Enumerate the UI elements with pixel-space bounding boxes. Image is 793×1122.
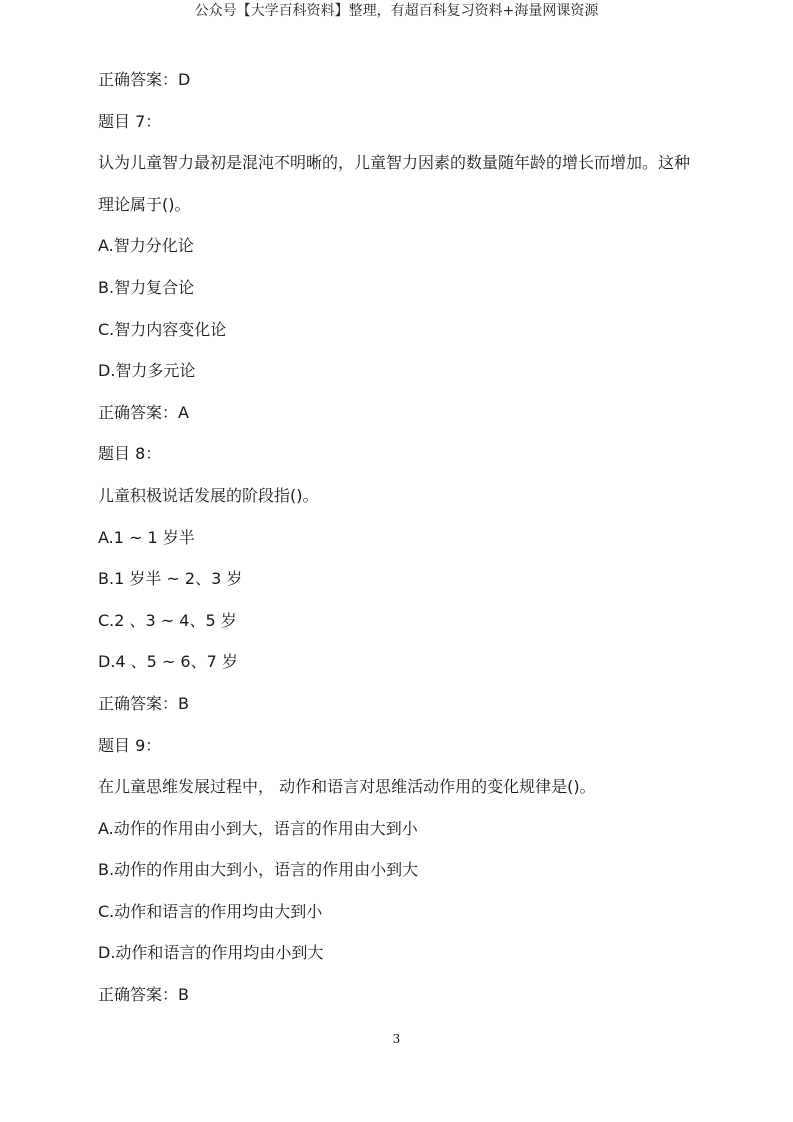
question-text: 在儿童思维发展过程中， 动作和语言对思维活动作用的变化规律是()。 (98, 777, 596, 797)
option-b: B.动作的作用由大到小，语言的作用由小到大 (98, 860, 419, 880)
question-text: 认为儿童智力最初是混沌不明晰的，儿童智力因素的数量随年龄的增长而增加。这种 (98, 153, 691, 173)
question-heading: 题目 9： (98, 735, 162, 755)
option-b: B.智力复合论 (98, 277, 195, 297)
option-d: D.动作和语言的作用均由小到大 (98, 943, 324, 963)
question-text: 理论属于()。 (98, 194, 191, 214)
answer-line: 正确答案：B (98, 985, 189, 1005)
answer-line: 正确答案：A (98, 402, 189, 422)
option-d: D.4 、5 ~ 6、7 岁 (98, 652, 238, 672)
question-heading: 题目 8： (98, 444, 162, 464)
option-c: C.智力内容变化论 (98, 319, 227, 339)
question-text: 儿童积极说话发展的阶段指()。 (98, 485, 319, 505)
option-a: A.智力分化论 (98, 236, 194, 256)
question-heading: 题目 7： (98, 111, 162, 131)
option-c: C.动作和语言的作用均由大到小 (98, 901, 323, 921)
option-a: A.动作的作用由小到大，语言的作用由大到小 (98, 818, 418, 838)
option-b: B.1 岁半 ~ 2、3 岁 (98, 569, 243, 589)
answer-line: 正确答案：B (98, 693, 189, 713)
option-d: D.智力多元论 (98, 361, 196, 381)
document-body (98, 68, 698, 1025)
option-c: C.2 、3 ~ 4、5 岁 (98, 610, 237, 630)
page-header: 公众号【大学百科资料】整理，有超百科复习资料+海量网课资源 (194, 3, 599, 19)
option-a: A.1 ~ 1 岁半 (98, 527, 195, 547)
page-number: 3 (392, 1032, 401, 1046)
answer-line: 正确答案：D (98, 70, 191, 89)
